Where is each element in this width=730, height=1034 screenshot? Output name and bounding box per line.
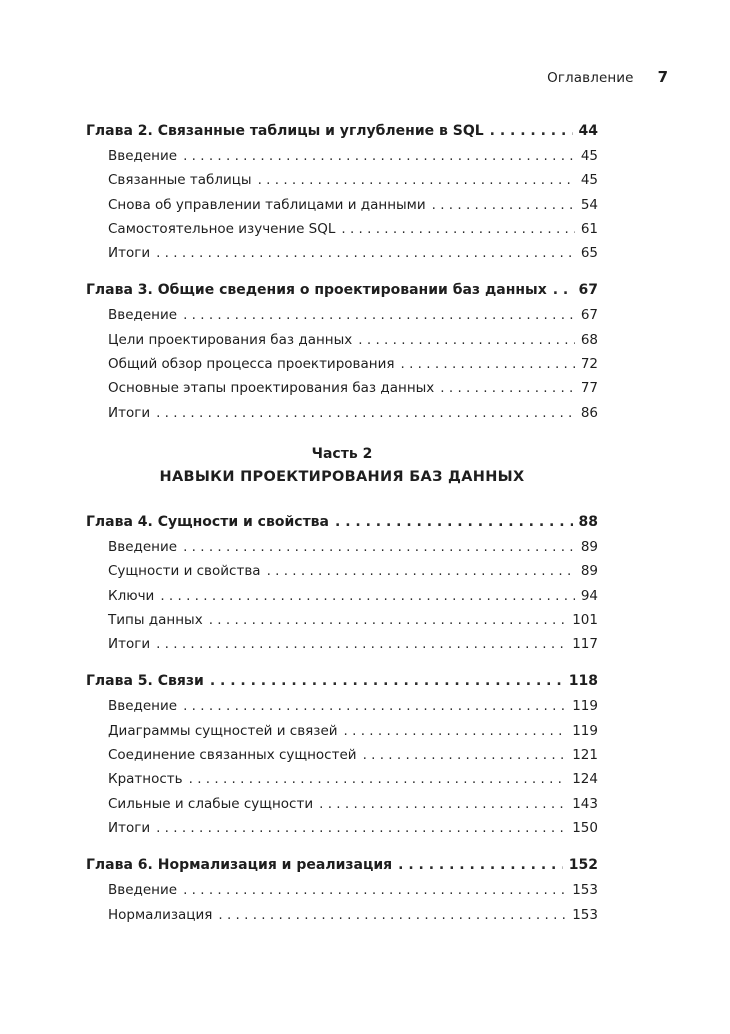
toc-page-number: 88 xyxy=(578,513,598,530)
leader-dots xyxy=(218,903,566,927)
toc-entry[interactable] xyxy=(86,144,598,168)
toc-entry-title: Нормализация xyxy=(108,906,213,923)
part-label: Часть 2 xyxy=(311,445,373,462)
table-of-contents xyxy=(86,118,598,939)
toc-entry-title: Введение xyxy=(108,307,178,324)
toc-page-number: 143 xyxy=(572,795,598,812)
toc-page-number: 152 xyxy=(568,857,598,874)
toc-page-number: 150 xyxy=(572,819,598,836)
leader-dots xyxy=(267,559,575,583)
leader-dots xyxy=(400,352,574,376)
toc-entry-title: Ключи xyxy=(108,587,155,604)
leader-dots xyxy=(156,816,566,840)
toc-page-number: 77 xyxy=(580,380,598,397)
leader-dots xyxy=(398,852,563,878)
leader-dots xyxy=(490,118,573,144)
leader-dots xyxy=(183,535,575,559)
chapter-6 xyxy=(86,852,598,927)
toc-page-number: 119 xyxy=(572,722,598,739)
toc-entry[interactable] xyxy=(86,792,598,816)
chapter-4 xyxy=(86,509,598,656)
part-heading xyxy=(86,443,598,489)
toc-entry[interactable] xyxy=(86,719,598,743)
toc-entry-title: Кратность xyxy=(108,771,183,788)
toc-entry-title: Итоги xyxy=(108,404,151,421)
toc-entry[interactable] xyxy=(86,535,598,559)
toc-entry-title: Общий обзор процесса проектирования xyxy=(108,356,395,373)
toc-page-number: 65 xyxy=(580,245,598,262)
toc-page-number: 94 xyxy=(580,587,598,604)
leader-dots xyxy=(210,668,563,694)
leader-dots xyxy=(156,241,575,265)
toc-entry[interactable] xyxy=(86,878,598,902)
toc-entry[interactable] xyxy=(86,352,598,376)
toc-entry[interactable] xyxy=(86,816,598,840)
toc-entry[interactable] xyxy=(86,584,598,608)
toc-page-number: 68 xyxy=(580,331,598,348)
leader-dots xyxy=(358,328,575,352)
leader-dots xyxy=(183,878,566,902)
toc-entry-title: Введение xyxy=(108,698,178,715)
toc-page-number: 121 xyxy=(572,747,598,764)
toc-page-number: 45 xyxy=(580,172,598,189)
chapter-3 xyxy=(86,277,598,424)
toc-entry-title: Итоги xyxy=(108,636,151,653)
toc-chapter-title: Глава 2. Связанные таблицы и углубление в SQL xyxy=(86,123,484,139)
toc-page-number: 153 xyxy=(572,882,598,899)
toc-entry-title: Связанные таблицы xyxy=(108,172,252,189)
page-number: 7 xyxy=(657,68,668,86)
toc-entry-title: Итоги xyxy=(108,819,151,836)
running-header-section: Оглавление xyxy=(547,70,634,86)
toc-entry-title: Сильные и слабые сущности xyxy=(108,795,314,812)
toc-chapter-title: Глава 5. Связи xyxy=(86,673,204,690)
toc-page-number: 67 xyxy=(580,307,598,324)
toc-entry[interactable] xyxy=(86,328,598,352)
toc-page-number: 54 xyxy=(580,196,598,213)
leader-dots xyxy=(258,168,575,192)
toc-entry[interactable] xyxy=(86,376,598,400)
part-title: НАВЫКИ ПРОЕКТИРОВАНИЯ БАЗ ДАННЫХ xyxy=(159,468,525,485)
toc-page-number: 89 xyxy=(580,538,598,555)
toc-entry[interactable] xyxy=(86,632,598,656)
toc-page-number: 86 xyxy=(580,404,598,421)
toc-entry[interactable] xyxy=(86,694,598,718)
toc-entry[interactable] xyxy=(86,241,598,265)
toc-entry[interactable] xyxy=(86,168,598,192)
leader-dots xyxy=(183,303,575,327)
chapter-5 xyxy=(86,668,598,840)
leader-dots xyxy=(432,193,575,217)
toc-chapter-entry[interactable] xyxy=(86,277,598,303)
toc-page-number: 44 xyxy=(578,123,598,139)
toc-entry-title: Самостоятельное изучение SQL xyxy=(108,220,336,237)
toc-entry-title: Итоги xyxy=(108,245,151,262)
toc-page-number: 101 xyxy=(572,611,598,628)
leader-dots xyxy=(156,632,566,656)
toc-entry-title: Соединение связанных сущностей xyxy=(108,747,357,764)
leader-dots xyxy=(209,608,567,632)
toc-entry-title: Введение xyxy=(108,148,178,164)
toc-page-number: 72 xyxy=(580,356,598,373)
toc-entry[interactable] xyxy=(86,217,598,241)
toc-entry[interactable] xyxy=(86,303,598,327)
leader-dots xyxy=(183,694,566,718)
leader-dots xyxy=(363,743,567,767)
toc-chapter-title: Глава 4. Сущности и свойства xyxy=(86,513,329,530)
toc-page-number: 118 xyxy=(568,673,598,690)
toc-entry[interactable] xyxy=(86,401,598,425)
toc-chapter-entry[interactable] xyxy=(86,668,598,694)
toc-entry[interactable] xyxy=(86,767,598,791)
toc-chapter-entry[interactable] xyxy=(86,509,598,535)
toc-entry-title: Основные этапы проектирования баз данных xyxy=(108,380,435,397)
leader-dots xyxy=(160,584,574,608)
toc-entry-title: Введение xyxy=(108,882,178,899)
toc-entry[interactable] xyxy=(86,743,598,767)
leader-dots xyxy=(183,144,575,168)
toc-page-number: 124 xyxy=(572,771,598,788)
leader-dots xyxy=(553,277,573,303)
leader-dots xyxy=(341,217,574,241)
toc-page-number: 89 xyxy=(580,563,598,580)
toc-chapter-title: Глава 6. Нормализация и реализация xyxy=(86,857,393,874)
leader-dots xyxy=(189,767,567,791)
toc-entry-title: Введение xyxy=(108,538,178,555)
toc-chapter-entry[interactable] xyxy=(86,118,598,144)
toc-entry-title: Сущности и свойства xyxy=(108,563,261,580)
toc-entry-title: Типы данных xyxy=(108,611,203,628)
toc-chapter-entry[interactable] xyxy=(86,852,598,878)
running-header xyxy=(547,68,668,86)
toc-page-number: 117 xyxy=(572,636,598,653)
toc-chapter-title: Глава 3. Общие сведения о проектировании баз данных xyxy=(86,282,547,299)
toc-entry-title: Снова об управлении таблицами и данными xyxy=(108,196,426,213)
toc-page-number: 45 xyxy=(580,148,598,164)
toc-entry-title: Цели проектирования баз данных xyxy=(108,331,353,348)
toc-page-number: 153 xyxy=(572,906,598,923)
leader-dots xyxy=(319,792,566,816)
chapter-2 xyxy=(86,118,598,265)
leader-dots xyxy=(440,376,575,400)
toc-page-number: 61 xyxy=(580,220,598,237)
toc-entry[interactable] xyxy=(86,608,598,632)
toc-entry[interactable] xyxy=(86,193,598,217)
toc-entry[interactable] xyxy=(86,559,598,583)
leader-dots xyxy=(344,719,567,743)
toc-page-number: 119 xyxy=(572,698,598,715)
toc-entry[interactable] xyxy=(86,903,598,927)
leader-dots xyxy=(335,509,573,535)
leader-dots xyxy=(156,401,575,425)
toc-page-number: 67 xyxy=(578,282,598,299)
toc-entry-title: Диаграммы сущностей и связей xyxy=(108,722,338,739)
